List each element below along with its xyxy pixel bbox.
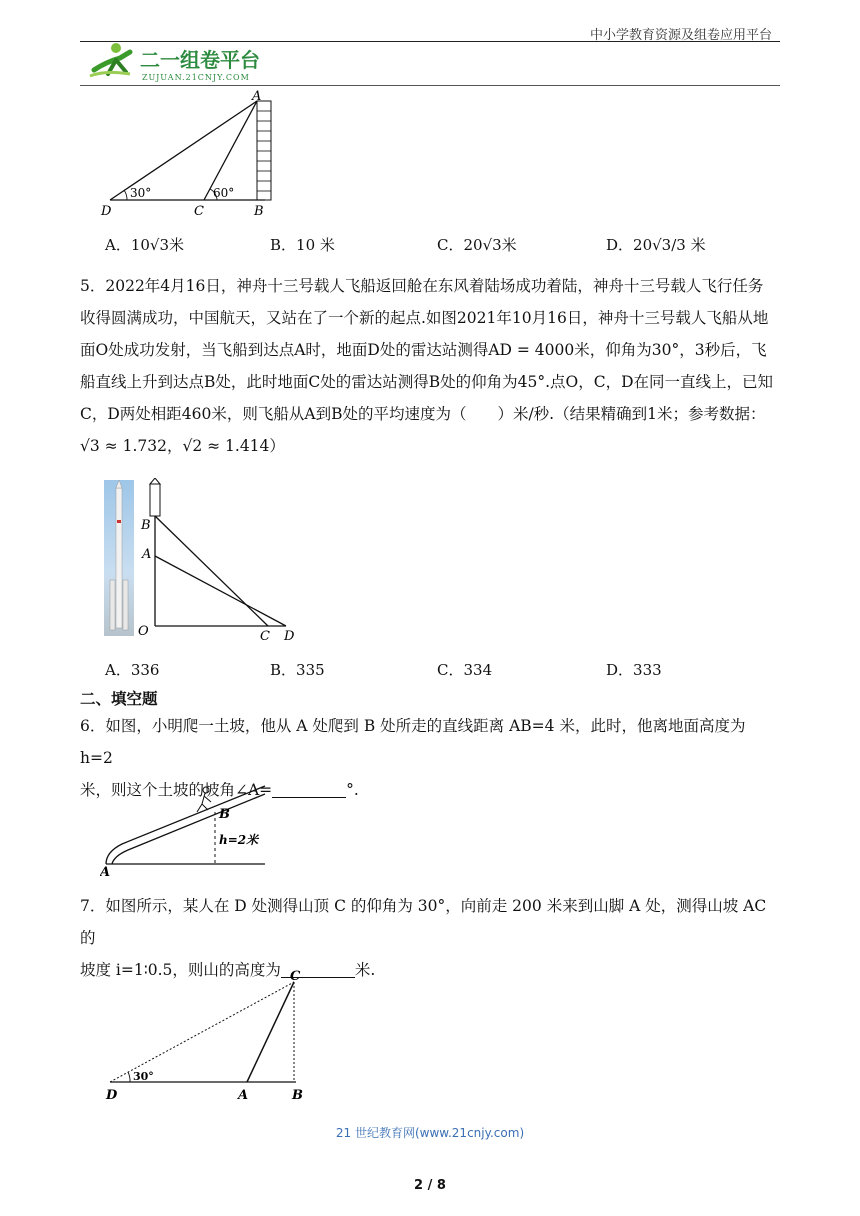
q4-option-b[interactable]: B．10 米 — [270, 236, 335, 254]
q4-option-d[interactable]: D．20√3/3 米 — [606, 236, 706, 254]
fig6-label-b: B — [219, 807, 230, 822]
fig5-label-a: A — [142, 547, 152, 562]
fig7-angle: 30° — [133, 1070, 154, 1083]
figure-q5-diagram — [136, 478, 306, 644]
q5-option-c[interactable]: C．334 — [437, 661, 493, 679]
page-number: 2 / 8 — [414, 1178, 446, 1193]
svg-text:二一组卷平台: 二一组卷平台 — [140, 48, 260, 72]
fig6-label-a: A — [100, 865, 111, 878]
platform-name: 中小学教育资源及组卷应用平台 — [589, 28, 772, 43]
fig4-angle-c: 60° — [213, 186, 235, 200]
question-7-text: 7．如图所示，某人在 D 处测得山顶 C 的仰角为 30°，向前走 200 米来到山脚 A 处，测得山坡 AC 的 坡度 i=1∶0.5，则山的高度为 米. — [80, 897, 767, 979]
fig5-label-c: C — [260, 629, 270, 644]
q5-option-b[interactable]: B．335 — [270, 661, 325, 679]
fig5-label-b: B — [141, 518, 151, 533]
figure-q7-mountain — [100, 964, 315, 1104]
fig4-label-a: A — [252, 89, 262, 104]
fig4-label-d: D — [101, 204, 112, 219]
q4-option-c[interactable]: C．20√3米 — [437, 236, 517, 254]
question-6-text: 6．如图，小明爬一土坡，他从 A 处爬到 B 处所走的直线距离 AB=4 米，此时，他离地面高度为 h=2 米，则这个土坡的坡角∠A= °. — [80, 717, 746, 799]
fig7-label-d: D — [106, 1088, 118, 1103]
fig4-label-b: B — [254, 204, 264, 219]
fig4-angle-d: 30° — [130, 186, 152, 200]
fig4-label-c: C — [194, 204, 204, 219]
site-logo[interactable] — [86, 40, 276, 86]
q4-option-a[interactable]: A．10√3米 — [105, 236, 185, 254]
fig5-label-d: D — [284, 629, 295, 644]
footer-link[interactable]: 21 世纪教育网(www.21cnjy.com) — [335, 1126, 525, 1140]
rocket-photo — [104, 480, 134, 636]
q6-answer-blank[interactable] — [272, 779, 346, 798]
fig7-label-b: B — [292, 1088, 303, 1103]
fig5-label-o: O — [138, 624, 149, 639]
question-5-text: 5．2022年4月16日，神舟十三号载人飞船返回舱在东风着陆场成功着陆，神舟十三号载人飞行任务 收得圆满成功，中国航天，又站在了一个新的起点.如图2021年10月16日，神舟十三号载人飞船从地 面O处成功发射，当飞船到达点A时，地面D处的雷达站测得AD = 4000米，仰角为30°，3秒后，飞 船直线上升到达点B处，此时地面C处的雷达站测得B处的仰角为45°.点O，C，D在同一直线上，已知 C，D两处相距460米，则飞船从A到B处的平均速度为（ ）米/秒.（结果精确到1米；参考数据： √3 ≈ 1.732，√2 ≈ 1.414） — [80, 277, 774, 455]
fig7-label-a: A — [238, 1088, 249, 1103]
section-title: 二、填空题 — [80, 690, 158, 708]
q5-option-d[interactable]: D．333 — [606, 661, 662, 679]
figure-q6-slope — [100, 782, 270, 878]
fig7-label-c: C — [290, 969, 301, 984]
figure-q4-triangle — [95, 88, 285, 220]
svg-text:ZUJUAN.21CNJY.COM: ZUJUAN.21CNJY.COM — [142, 73, 250, 82]
q5-option-a[interactable]: A．336 — [105, 661, 160, 679]
fig6-label-h: h=2米 — [219, 833, 259, 847]
